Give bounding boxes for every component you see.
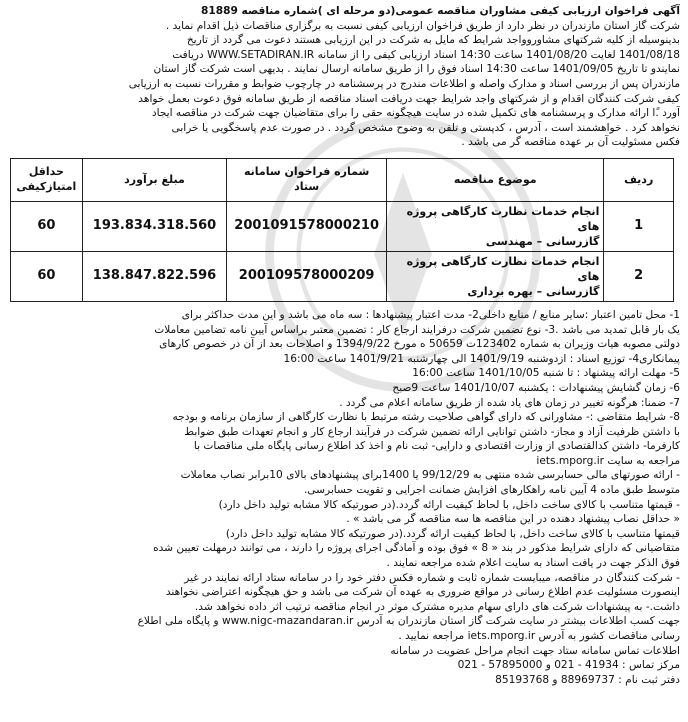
contact-line: مرکز تماس : 41934 - 021 و 57895000 - 021 — [457, 659, 680, 672]
condition-line: « حداقل نصاب پیشنهاد دهنده در این مناقصه ها سه مناقصه گر می باشد » . — [346, 513, 680, 526]
contact-heading: اطلاعات تماس سامانه ستاد جهت انجام مراحل عضویت در سامانه — [390, 644, 680, 657]
row-estimate: 193.834.318.560 — [82, 201, 227, 251]
subject-line: گازرسانی – مهندسی — [485, 234, 600, 248]
condition-line: دولتی مصوبه هیات وزیران به شماره 123402ت 50659 ه مورخ 1394/9/22 و اصلاحات بعد از آن در خصوص کارهای — [159, 338, 680, 351]
table-header-row — [11, 158, 674, 201]
condition-line: پیمانکاری4- توزیع اسناد : ازدوشنبه 1401/9/19 الی چهارشنبه 1401/9/21 ساعت 16:00 — [283, 352, 680, 365]
notice-title: آگهی فراخوان ارزیابی کیفی مشاوران مناقصه عمومی(دو مرحله ای )شماره مناقصه 81889 — [200, 5, 680, 17]
row-subject — [387, 201, 604, 251]
condition-line: 5- مهلت ارائه پیشنهاد : تا شنبه 1401/10/05 ساعت 16:00 — [412, 367, 680, 380]
condition-line: کارفرما- داشتن کدالقتصادی از وزارت اقتصادی و دارایی- ثبت نام و اخذ کد اطلاع رسانی پایگاه ملی مناقصات با — [193, 440, 680, 453]
header-estimate: مبلغ برآورد — [82, 158, 227, 201]
row-announcement-number: 200109578000209 — [227, 251, 387, 301]
row-estimate: 138.847.822.596 — [82, 251, 227, 301]
row-min-score: 60 — [11, 251, 83, 301]
condition-line: متقاضیانی که دارای شرایط مذکور در بند « 8 » فوق بوده و آمادگی اجرای پروژه را دارند ، می توانند درمهلت تعیین شده — [153, 542, 680, 555]
subject-line: انجام خدمات نظارت کارگاهی پروژه های — [406, 204, 600, 233]
condition-line: قیمتها متناسب با کالای ساخت داخل, با لحاظ کیفیت ارائه گردد.(در صورتیکه کالا مشابه تولید داخل دارد) — [225, 527, 680, 540]
header-line: نمایندو تا تاریخ 1401/09/05 ساعت 14:30 اسناد فوق را از طریق سامانه ارسال نمایند . بدیهی است شرکت گاز استان — [153, 63, 680, 76]
condition-line: - ارائه صورتهای مالی حسابرسی شده منتهی به 99/12/29 یا 1400برای پیشنهادهای بالای 10برابر نصاب معاملات — [180, 469, 680, 482]
header-announcement-number: شماره فراخوان سامانه ستاد — [227, 158, 387, 201]
condition-line: - قیمتها متناسب با کالای ساخت داخل, با لحاظ کیفیت ارائه گردد.(در صورتیکه کالا مشابه تولید داخل دارد) — [218, 498, 680, 511]
tender-notice-page — [8, 4, 680, 714]
table-row — [11, 251, 674, 301]
condition-line: 1- محل تامین اعتبار :سایر منابع / منابع داخلی2- مدت اعتبار پیشنهادها : سه ماه می باشد و این مدت حداکثر برای — [181, 308, 680, 321]
condition-line: اینصورت مسئولیت عدم اطلاع رسانی در مواقع ضروری به عهده آن شرکت می باشد و حق هیچگونه اعتراضی نخواهند — [165, 586, 680, 599]
row-announcement-number: 2001091578000210 — [227, 201, 387, 251]
contact-line: دفتر ثبت نام : 88969737 و 85193768 — [495, 673, 680, 686]
condition-line: رسانی مناقصات کشور به آدرس iets.mporg.ir مراجعه نمایید . — [398, 630, 680, 642]
header-min-score: حداقل امتیازکیفی — [11, 158, 83, 201]
condition-line: جهت کسب اطلاعات بیشتر در سایت شرکت گاز استان مازندران به آدرس www.nigc-mazandaran.ir و پایگاه ملی اطلاع — [137, 615, 680, 628]
condition-line: 7- ضمنا: هرگونه تغییر در زمان های یاد شده از طریق سامانه اعلام می گردد . — [339, 396, 680, 409]
condition-line: یک بار قابل تمدید می باشد .3- نوع تضمین شرکت درفرایند ارجاع کار : تضمین معتبر براساس آیین نامه تضامین معاملات — [154, 323, 680, 336]
table-row — [11, 201, 674, 251]
header-row-number: ردیف — [604, 158, 674, 201]
row-subject — [387, 251, 604, 301]
header-line: کیفی شرکت کنندگان اقدام و از شرکتهای واجد شرایط جهت دریافت اسناد مناقصه از طریق سامانه فوق دعوت بعمل خواهد — [138, 92, 680, 105]
header-paragraph — [8, 4, 680, 150]
header-line: نخواهد کرد . خواهشمند است ، آدرس ، کدپستی و تلفن به وضوح مشخص گردد . در صورت عدم پاسخگویی یا خرابی — [171, 121, 680, 134]
condition-line: با داشتن ظرفیت آزاد و مجاز- داشتن توانایی ارائه تضمین شرکت در فرآیند ارجاع کار و انجام تعهدات طبق ضوابط — [184, 425, 680, 438]
row-min-score: 60 — [11, 201, 83, 251]
header-line: فکس مسئولیت آن بر عهده مناقصه گر می باشد . — [461, 136, 680, 149]
condition-line: مراجعه به سایت iets.mporg.ir — [536, 454, 680, 467]
row-number: 2 — [604, 251, 674, 301]
header-line: 1401/08/18 لغایت 1401/08/20 ساعت 14:30 اسناد ارزیابی کیفی را از سامانه WWW.SETADIRAN.IR دریافت — [172, 48, 680, 61]
condition-line: فوق الذکر جهت در یافت اسناد به سایت اعلام شده مراجعه نمایند . — [386, 557, 680, 570]
header-subject: موضوع مناقصه — [387, 158, 604, 201]
condition-line: داشت.- به پیشنهادات شرکت های دارای سهام مدیره مشترک موثر در انجام مناقصه ترتیب اثر داده نخواهد شد. — [194, 600, 680, 613]
condition-line: 6- زمان گشایش پیشنهادات : یکشنبه 1401/10/07 ساعت 9صبح — [392, 381, 680, 394]
header-line: شرکت گاز استان مازندران در نظر دارد از طریق فراخوان ارزیابی کیفی نسبت به برگزاری مناقصات ذیل اقدام نماید . — [165, 19, 680, 32]
subject-line: گازرسانی – بهره برداری — [467, 284, 600, 298]
row-number: 1 — [604, 201, 674, 251]
condition-line: 8- شرایط متقاضی :- مشاورانی که دارای گواهی صلاحیت رشته مرتبط با نظارت کارگاهی از سازمان برنامه و بودجه — [172, 411, 680, 424]
header-line: آورد .ًا ارائه مدارک و پرسشنامه های تکمیل شده در سایت هیچگونه حقی را برای متقاضیان جهت شرکت در مناقصه ایجاد — [151, 107, 680, 120]
condition-line: متوسط طبق ماده 4 آیین نامه راهکارهای افزایش ضمانت اجرایی و تقویت حسابرسی. — [303, 484, 680, 497]
condition-line: - شرکت کنندگان در مناقصه، میبایست شماره ثابت و شماره فکس دفتر خود را در سامانه ستاد ارائه نمایند در غیر — [184, 571, 680, 584]
conditions-section — [8, 308, 680, 687]
header-line: بدینوسیله از کلیه شرکتهای مشاوروواجد شرایط که مایل به شرکت در این ارزیابی هستند دعوت می گردد از تاریخ — [186, 34, 680, 47]
header-line: مازندران پس از بررسی اسناد و مدارک واصله و اطلاعات مندرج در پرسشنامه در چارچوب ضوابط و مقررات نسبت به ارزیابی — [128, 77, 680, 90]
tender-table — [10, 158, 674, 302]
subject-line: انجام خدمات نظارت کارگاهی پروژه های — [406, 254, 600, 283]
